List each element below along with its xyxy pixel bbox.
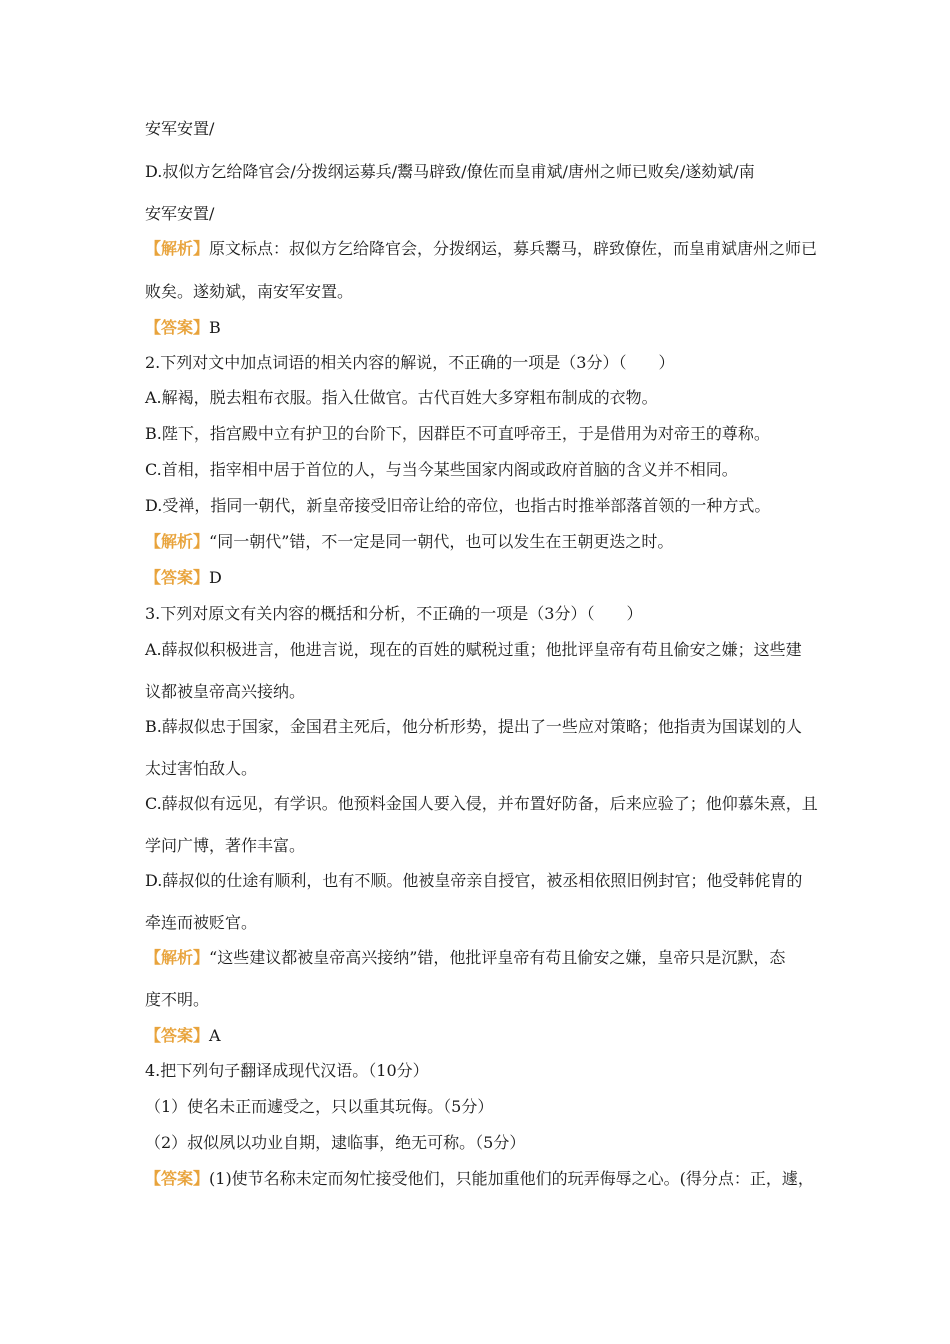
line-text: （2）叔似夙以功业自期，逮临事，绝无可称。（5分）	[145, 1133, 526, 1152]
question-line	[145, 603, 810, 625]
analysis-line	[145, 531, 810, 553]
answer-line	[145, 567, 810, 589]
option-line	[145, 639, 810, 661]
text-line	[145, 681, 810, 703]
line-text: D	[209, 568, 222, 587]
option-line	[145, 459, 810, 481]
option-line	[145, 423, 810, 445]
option-line	[145, 387, 810, 409]
text-line	[145, 203, 810, 225]
line-text: B.薛叔似忠于国家，金国君主死后，他分析形势，提出了一些应对策略；他指责为国谋划的人	[145, 717, 802, 736]
line-text: “同一朝代”错，不一定是同一朝代，也可以发生在王朝更迭之时。	[209, 532, 674, 551]
line-text: A	[209, 1026, 221, 1045]
answer-tag: 【答案】	[145, 1169, 210, 1188]
question-line	[145, 352, 810, 374]
line-text: 度不明。	[145, 990, 210, 1009]
question-line	[145, 1060, 810, 1082]
line-text: “这些建议都被皇帝高兴接纳”错，他批评皇帝有苟且偷安之嫌，皇帝只是沉默，态	[209, 948, 786, 967]
text-line	[145, 118, 810, 140]
option-line	[145, 495, 810, 517]
line-text: 4.把下列句子翻译成现代汉语。（10分）	[145, 1061, 429, 1080]
line-text: (1)使节名称未定而匆忙接受他们，只能加重他们的玩弄侮辱之心。(得分点：正，遽，	[209, 1169, 814, 1188]
line-text: 2.下列对文中加点词语的相关内容的解说，不正确的一项是（3分）（ ）	[145, 353, 675, 372]
answer-tag: 【答案】	[145, 568, 210, 587]
analysis-line	[145, 947, 810, 969]
text-line	[145, 281, 810, 303]
option-line	[145, 870, 810, 892]
line-text: 安军安置/	[145, 119, 215, 138]
line-text: 牵连而被贬官。	[145, 913, 258, 932]
line-text: B	[209, 318, 221, 337]
line-text: A.解褐，脱去粗布衣服。指入仕做官。古代百姓大多穿粗布制成的衣物。	[145, 388, 658, 407]
text-line	[145, 758, 810, 780]
analysis-line	[145, 238, 818, 260]
line-text: A.薛叔似积极进言，他进言说，现在的百姓的赋税过重；他批评皇帝有苟且偷安之嫌；这些建	[145, 640, 802, 659]
line-text: 败矣。遂劾斌，南安军安置。	[145, 282, 354, 301]
line-text: D.叔似方乞给降官会/分拨纲运募兵/鬻马辟致/僚佐而皇甫斌/唐州之师已败矣/遂劾斌/南	[145, 162, 755, 181]
line-text: C.薛叔似有远见，有学识。他预料金国人要入侵，并布置好防备，后来应验了；他仰慕朱熹，且	[145, 794, 818, 813]
sub-question-line	[145, 1132, 810, 1154]
line-text: 学问广博，著作丰富。	[145, 836, 306, 855]
line-text: 3.下列对原文有关内容的概括和分析，不正确的一项是（3分）（ ）	[145, 604, 643, 623]
line-text: B.陛下，指宫殿中立有护卫的台阶下，因群臣不可直呼帝王，于是借用为对帝王的尊称。	[145, 424, 770, 443]
line-text: 议都被皇帝高兴接纳。	[145, 682, 306, 701]
text-line	[145, 912, 810, 934]
line-text: （1）使名未正而遽受之，只以重其玩侮。（5分）	[145, 1097, 494, 1116]
answer-line	[145, 1168, 814, 1190]
text-line	[145, 989, 810, 1011]
line-text: D.薛叔似的仕途有顺利，也有不顺。他被皇帝亲自授官，被丞相依照旧例封官；他受韩侂胄的	[145, 871, 803, 890]
line-text: 原文标点：叔似方乞给降官会，分拨纲运，募兵鬻马，辟致僚佐，而皇甫斌唐州之师已	[209, 239, 818, 258]
option-line	[145, 793, 818, 815]
line-text: D.受禅，指同一朝代，新皇帝接受旧帝让给的帝位，也指古时推举部落首领的一种方式。	[145, 496, 771, 515]
analysis-tag: 【解析】	[145, 948, 210, 967]
option-line	[145, 716, 810, 738]
analysis-tag: 【解析】	[145, 532, 210, 551]
text-line	[145, 835, 810, 857]
answer-tag: 【答案】	[145, 318, 210, 337]
line-text: 太过害怕敌人。	[145, 759, 258, 778]
text-line	[145, 161, 810, 183]
sub-question-line	[145, 1096, 810, 1118]
line-text: 安军安置/	[145, 204, 215, 223]
line-text: C.首相，指宰相中居于首位的人，与当今某些国家内阁或政府首脑的含义并不相同。	[145, 460, 738, 479]
analysis-tag: 【解析】	[145, 239, 210, 258]
answer-tag: 【答案】	[145, 1026, 210, 1045]
answer-line	[145, 317, 810, 339]
answer-line	[145, 1025, 810, 1047]
